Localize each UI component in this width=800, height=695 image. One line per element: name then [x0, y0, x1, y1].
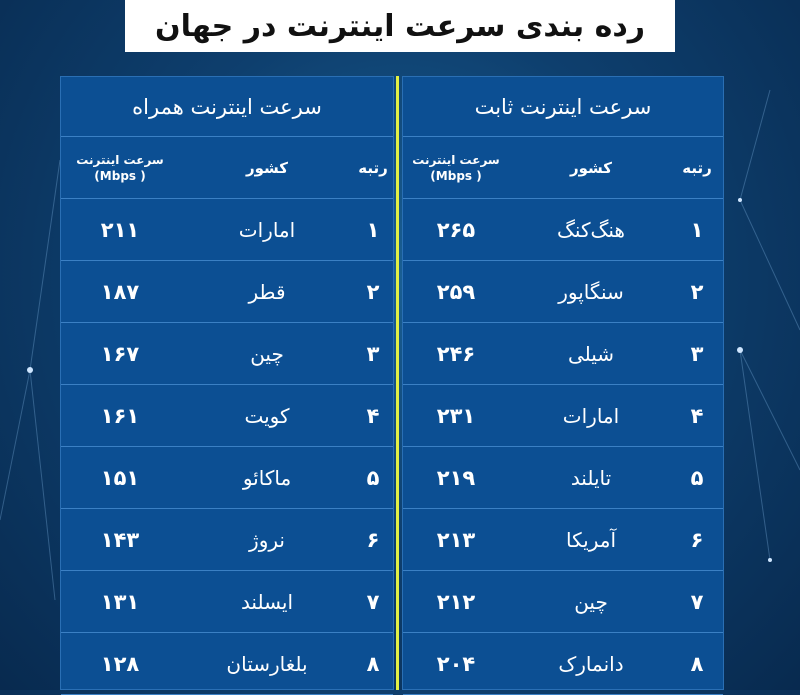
- rank-cell: ۲: [366, 279, 380, 304]
- rank-cell: ۴: [690, 403, 704, 428]
- mobile-internet-panel: [60, 76, 394, 690]
- speed-cell: ۱۴۳: [100, 527, 140, 552]
- rank-cell: ۱: [366, 217, 380, 242]
- speed-header-unit: (Mbps ): [430, 169, 482, 183]
- rank-cell: ۷: [366, 589, 380, 614]
- rank-cell: ۴: [366, 403, 380, 428]
- table-row: [403, 385, 723, 447]
- rank-cell: ۷: [690, 589, 704, 614]
- rank-cell: ۵: [366, 465, 380, 490]
- country-cell: آمریکا: [566, 527, 617, 552]
- country-cell: ایسلند: [240, 589, 294, 614]
- speed-cell: ۲۶۵: [436, 217, 476, 242]
- table-row: [403, 571, 723, 633]
- country-cell: دانمارک: [558, 651, 624, 676]
- country-cell: نروژ: [249, 527, 285, 552]
- country-header: کشور: [245, 159, 289, 177]
- country-cell: امارات: [562, 403, 620, 428]
- rank-header: رتبه: [682, 159, 712, 177]
- speed-header-label: سرعت اینترنت: [76, 153, 164, 167]
- speed-cell: ۱۶۷: [100, 341, 140, 366]
- rank-cell: ۸: [366, 651, 380, 676]
- speed-cell: ۱۲۸: [100, 651, 140, 676]
- title-bar: [125, 0, 675, 52]
- fixed-internet-panel: [402, 76, 724, 690]
- speed-cell: ۱۶۱: [100, 403, 140, 428]
- page-title: رده بندی سرعت اینترنت در جهان: [154, 8, 646, 44]
- country-cell: تایلند: [570, 465, 612, 490]
- rank-cell: ۶: [690, 527, 704, 552]
- rank-cell: ۵: [690, 465, 704, 490]
- table-row: [403, 261, 723, 323]
- table-row: [61, 571, 393, 633]
- mobile-rows: [61, 199, 393, 695]
- country-cell: سنگاپور: [558, 279, 624, 304]
- rank-cell: ۱: [690, 217, 704, 242]
- country-cell: چین: [574, 589, 608, 614]
- table-row: [403, 447, 723, 509]
- table-row: [403, 323, 723, 385]
- fixed-rows: [403, 199, 723, 695]
- table-row: [61, 323, 393, 385]
- speed-cell: ۲۳۱: [436, 403, 476, 428]
- table-row: [61, 509, 393, 571]
- speed-cell: ۲۱۹: [436, 465, 476, 490]
- country-cell: کویت: [244, 403, 290, 428]
- rank-cell: ۸: [690, 651, 704, 676]
- speed-cell: ۲۴۶: [436, 341, 476, 366]
- table-row: [403, 509, 723, 571]
- country-cell: هنگ‌کنگ: [557, 217, 625, 242]
- speed-cell: ۱۳۱: [100, 589, 140, 614]
- speed-cell: ۲۱۱: [100, 217, 140, 242]
- fixed-column-headers: [403, 137, 723, 199]
- country-cell: چین: [250, 341, 284, 366]
- country-cell: ماکائو: [242, 465, 292, 490]
- table-row: [61, 633, 393, 695]
- table-row: [61, 199, 393, 261]
- speed-header-label: سرعت اینترنت: [412, 153, 500, 167]
- rank-cell: ۲: [690, 279, 704, 304]
- mobile-column-headers: [61, 137, 393, 199]
- speed-header: [401, 137, 511, 199]
- country-cell: قطر: [248, 279, 286, 304]
- country-cell: شیلی: [567, 341, 615, 366]
- speed-cell: ۲۰۴: [436, 651, 476, 676]
- rank-cell: ۶: [366, 527, 380, 552]
- column-divider: [396, 76, 399, 690]
- fixed-heading: سرعت اینترنت ثابت: [403, 77, 723, 137]
- table-row: [403, 633, 723, 695]
- speed-header: [59, 137, 181, 199]
- country-header: کشور: [569, 159, 613, 177]
- speed-cell: ۱۵۱: [100, 465, 140, 490]
- table-row: [61, 261, 393, 323]
- speed-cell: ۲۱۲: [436, 589, 476, 614]
- rank-cell: ۳: [690, 341, 704, 366]
- speed-cell: ۲۵۹: [436, 279, 476, 304]
- mobile-heading: سرعت اینترنت همراه: [61, 77, 393, 137]
- country-cell: بلغارستان: [226, 651, 308, 676]
- speed-cell: ۲۱۳: [436, 527, 476, 552]
- table-row: [61, 385, 393, 447]
- rank-cell: ۳: [366, 341, 380, 366]
- speed-header-unit: (Mbps ): [94, 169, 146, 183]
- table-row: [403, 199, 723, 261]
- table-row: [61, 447, 393, 509]
- country-cell: امارات: [238, 217, 296, 242]
- rank-header: رتبه: [358, 159, 388, 177]
- speed-cell: ۱۸۷: [100, 279, 140, 304]
